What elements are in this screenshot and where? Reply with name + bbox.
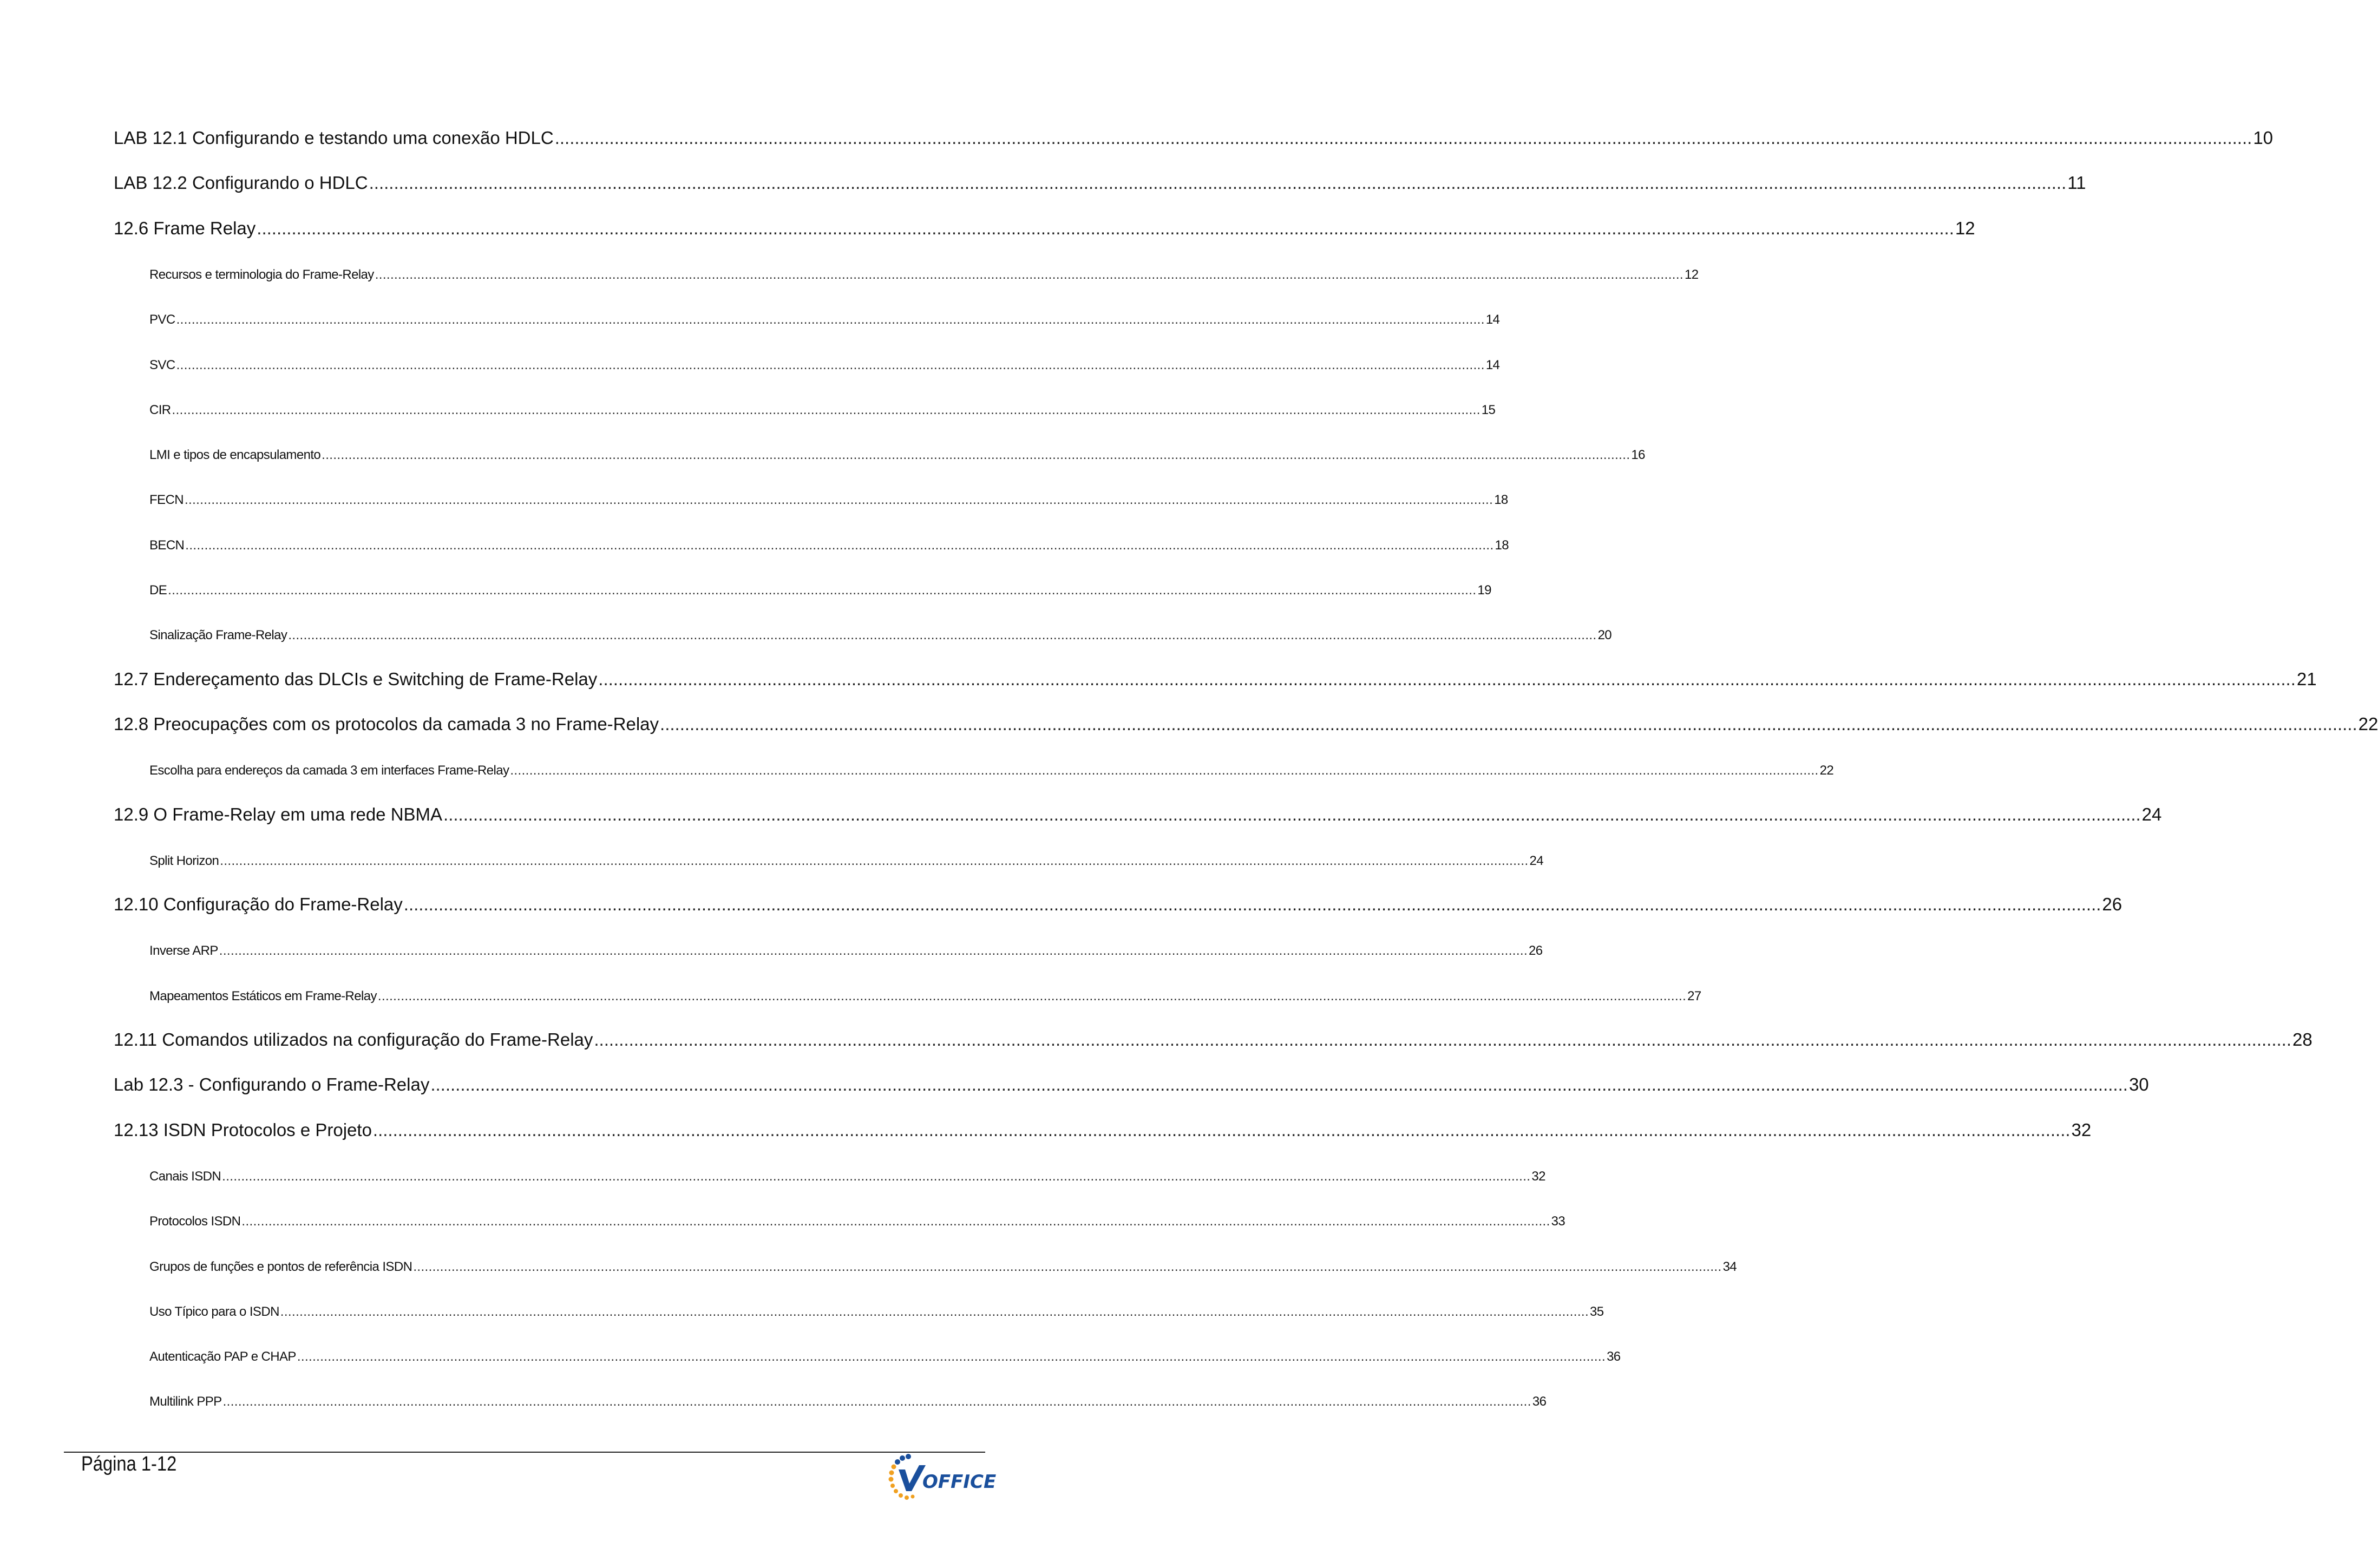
toc-entry[interactable] [114, 1074, 2149, 1095]
toc-subentry[interactable] [149, 267, 1699, 283]
toc-entry-page: 35 [1590, 1304, 1604, 1319]
toc-entry-title: CIR [149, 402, 171, 417]
toc-entry-title: FECN [149, 493, 184, 508]
office-logo-icon [877, 1452, 997, 1506]
toc-entry-title: LMI e tipos de encapsulamento [149, 448, 321, 463]
dot-leader [176, 358, 1485, 373]
toc-entry-page: 14 [1485, 357, 1500, 372]
toc-entry[interactable] [114, 1029, 2313, 1050]
dot-leader [223, 1394, 1531, 1409]
toc-subentry[interactable] [149, 943, 1543, 959]
toc-entry-page: 32 [2071, 1119, 2092, 1140]
dot-leader [185, 493, 1493, 508]
dot-leader [413, 1259, 1721, 1275]
toc-subentry[interactable] [149, 1259, 1737, 1275]
dot-leader [185, 538, 1493, 553]
toc-entry-page: 32 [1531, 1169, 1545, 1184]
toc-entry-title: Protocolos ISDN [149, 1214, 241, 1229]
dot-leader [176, 312, 1485, 327]
toc-entry-title: Escolha para endereços da camada 3 em interfaces Frame-Relay [149, 763, 509, 778]
dot-leader [172, 403, 1480, 418]
toc-entry-page: 26 [2102, 894, 2122, 915]
toc-subentry[interactable] [149, 1349, 1621, 1364]
toc-entry-title: 12.6 Frame Relay [114, 218, 256, 238]
toc-subentry[interactable] [149, 402, 1496, 418]
toc-entry-title: 12.7 Endereçamento das DLCIs e Switching de Frame-Relay [114, 668, 598, 689]
dot-leader [378, 989, 1686, 1004]
toc-entry[interactable] [114, 128, 2274, 148]
dot-leader [288, 628, 1596, 643]
toc-entry-page: 26 [1529, 943, 1543, 959]
toc-entry-title: Sinalização Frame-Relay [149, 628, 287, 643]
dot-leader [322, 448, 1630, 463]
logo-text: OFFICE [922, 1471, 997, 1493]
toc-entry-page: 12 [1684, 267, 1699, 282]
toc-entry-page: 18 [1495, 537, 1509, 553]
toc-entry-title: DE [149, 583, 167, 598]
toc-subentry[interactable] [149, 988, 1701, 1004]
toc-subentry[interactable] [149, 628, 1612, 643]
toc-entry-page: 22 [1819, 763, 1834, 778]
toc-entry-page: 30 [2128, 1074, 2149, 1095]
toc-entry-page: 36 [1607, 1349, 1621, 1364]
toc-subentry[interactable] [149, 493, 1508, 508]
toc-entry-title: 12.11 Comandos utilizados na configuração do Frame-Relay [114, 1029, 593, 1049]
toc-entry-page: 10 [2253, 128, 2274, 148]
dot-leader [598, 669, 2296, 690]
dot-leader [257, 218, 1954, 239]
toc-entry-page: 15 [1481, 402, 1496, 417]
dot-leader [297, 1349, 1606, 1364]
dot-leader [373, 1120, 2071, 1140]
logo-check-mark [899, 1465, 926, 1491]
toc-entry-page: 24 [2141, 804, 2162, 824]
toc-subentry[interactable] [149, 537, 1509, 553]
toc-entry-title: Autenticação PAP e CHAP [149, 1349, 296, 1364]
toc-subentry[interactable] [149, 448, 1645, 463]
toc-entry-title: Uso Típico para o ISDN [149, 1304, 279, 1319]
toc-entry-title: Inverse ARP [149, 943, 218, 959]
toc-entry-title: 12.13 ISDN Protocolos e Projeto [114, 1119, 372, 1140]
toc-entry-title: Grupos de funções e pontos de referência ISDN [149, 1259, 412, 1274]
dot-leader [241, 1214, 1550, 1229]
toc-subentry[interactable] [149, 583, 1491, 598]
toc-entry-page: 11 [2067, 173, 2086, 193]
toc-entry-page: 19 [1477, 583, 1491, 598]
toc-entry[interactable] [114, 713, 2378, 734]
toc-entry-title: SVC [149, 357, 175, 372]
toc-subentry[interactable] [149, 1394, 1547, 1409]
dot-leader [280, 1304, 1589, 1320]
toc-entry[interactable] [114, 218, 1975, 239]
toc-entry-title: Lab 12.3 - Configurando o Frame-Relay [114, 1074, 430, 1095]
footer-page-number: Página 1-12 [81, 1453, 177, 1475]
toc-entry-page: 21 [2296, 668, 2317, 689]
toc-entry[interactable] [114, 1119, 2092, 1140]
dot-leader [220, 854, 1528, 869]
dot-leader [219, 943, 1528, 959]
toc-entry-page: 18 [1494, 493, 1508, 508]
toc-entry-title: Recursos e terminologia do Frame-Relay [149, 267, 374, 282]
toc-entry-page: 24 [1529, 853, 1544, 868]
toc-subentry[interactable] [149, 1214, 1565, 1229]
toc-subentry[interactable] [149, 763, 1834, 778]
toc-entry[interactable] [114, 894, 2122, 915]
toc-entry-page: 16 [1631, 448, 1645, 463]
dot-leader [404, 894, 2101, 915]
toc-entry-title: 12.8 Preocupações com os protocolos da camada 3 no Frame-Relay [114, 713, 659, 734]
toc-subentry[interactable] [149, 1169, 1545, 1184]
dot-leader [555, 128, 2252, 148]
toc-entry-title: LAB 12.1 Configurando e testando uma conexão HDLC [114, 128, 554, 148]
toc-entry-title: Split Horizon [149, 853, 219, 868]
footer-divider [64, 1452, 985, 1453]
toc-entry-page: 14 [1485, 312, 1500, 327]
dot-leader [510, 763, 1818, 778]
dot-leader [430, 1074, 2128, 1095]
toc-subentry[interactable] [149, 853, 1544, 869]
toc-entry-title: BECN [149, 537, 185, 553]
toc-entry-page: 12 [1955, 218, 1975, 238]
dot-leader [375, 267, 1683, 283]
toc-entry[interactable] [114, 173, 2086, 193]
toc-entry-page: 34 [1722, 1259, 1737, 1274]
toc-entry-page: 28 [2292, 1029, 2313, 1049]
toc-entry-page: 22 [2358, 713, 2378, 734]
toc-entry-title: 12.9 O Frame-Relay em uma rede NBMA [114, 804, 443, 824]
toc-entry-title: Mapeamentos Estáticos em Frame-Relay [149, 988, 377, 1003]
toc-entry-title: 12.10 Configuração do Frame-Relay [114, 894, 403, 915]
toc-subentry[interactable] [149, 312, 1500, 327]
dot-leader [222, 1169, 1530, 1184]
dot-leader [443, 804, 2141, 825]
dot-leader [660, 714, 2357, 734]
toc-entry[interactable] [114, 804, 2162, 825]
toc-entry-page: 20 [1597, 628, 1612, 643]
toc-subentry[interactable] [149, 357, 1500, 373]
toc-entry-title: PVC [149, 312, 175, 327]
toc-entry-title: LAB 12.2 Configurando o HDLC [114, 173, 368, 193]
dot-leader [369, 173, 2067, 193]
toc-subentry[interactable] [149, 1304, 1604, 1320]
toc-entry-page: 27 [1687, 988, 1701, 1003]
dot-leader [594, 1029, 2291, 1050]
toc-entry-title: Multilink PPP [149, 1394, 222, 1409]
dot-leader [168, 583, 1476, 598]
toc-entry-page: 33 [1551, 1214, 1565, 1229]
toc-entry-title: Canais ISDN [149, 1169, 221, 1184]
toc-entry[interactable] [114, 668, 2317, 690]
toc-entry-page: 36 [1532, 1394, 1547, 1409]
